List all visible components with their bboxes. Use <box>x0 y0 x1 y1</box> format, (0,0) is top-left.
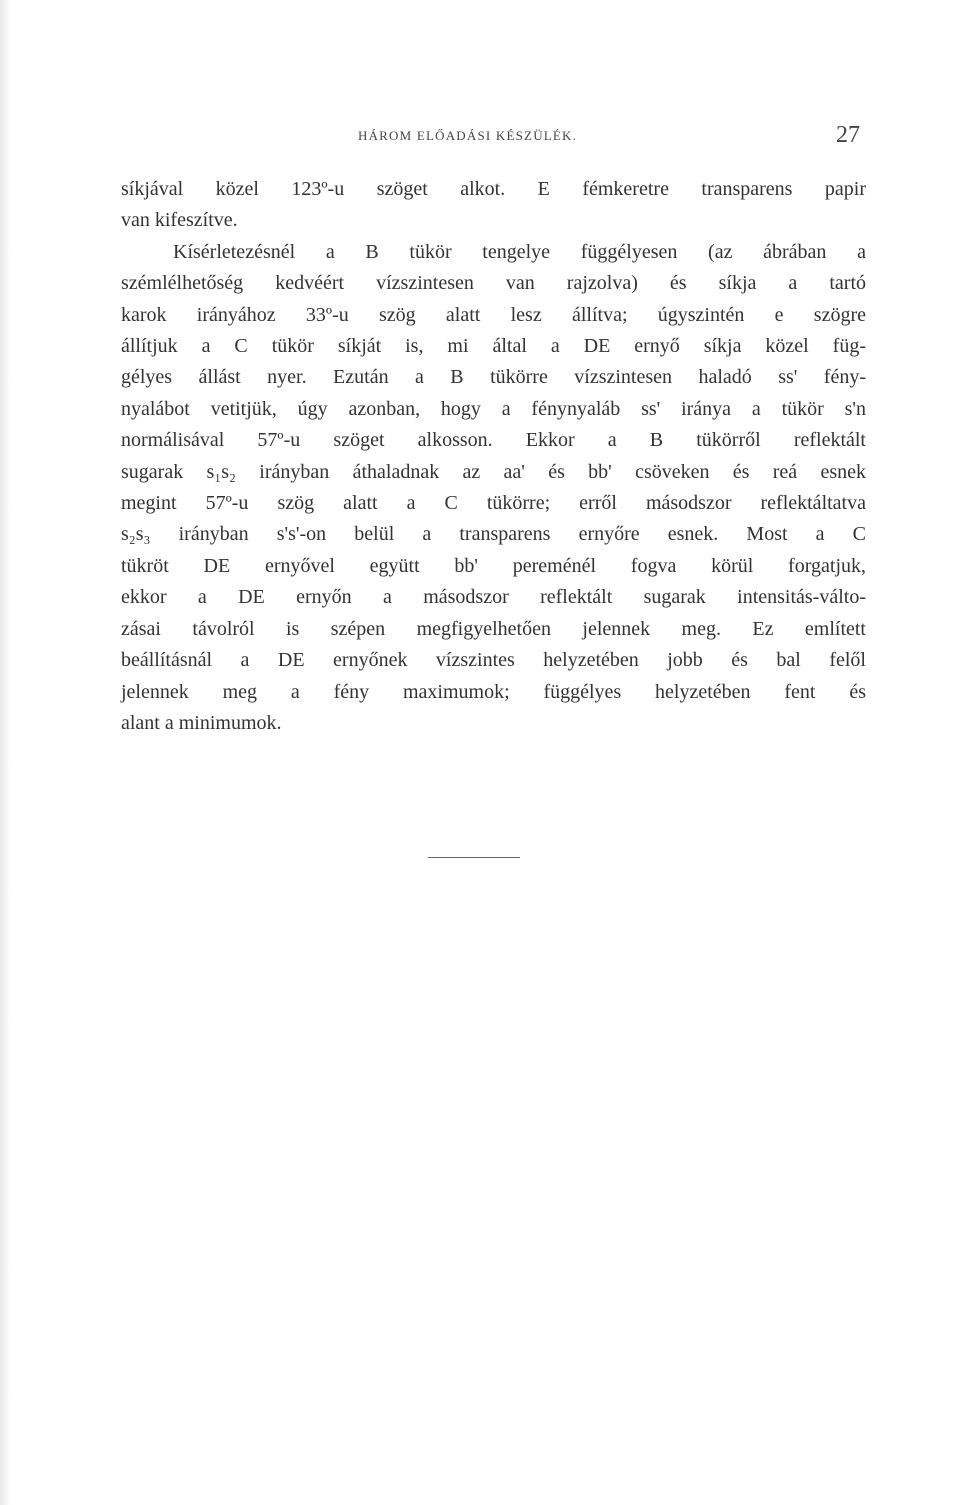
text-line: normálisával 57º-u szöget alkosson. Ekkor a B tükörről reflektált <box>121 429 866 452</box>
text-line: Kísérletezésnél a B tükör tengelye függélyesen (az ábrában a <box>173 240 866 263</box>
text-line: tükröt DE ernyővel együtt bb' pereménél fogva körül forgatjuk, <box>121 554 866 577</box>
text-line: gélyes állást nyer. Ezután a B tükörre vízszintesen haladó ss' fény- <box>121 366 866 389</box>
section-divider <box>428 857 520 858</box>
text-line: sugarak s₁s₂ irányban áthaladnak az aa' és bb' csöveken és reá esnek <box>121 460 866 483</box>
header-title: HÁROM ELŐADÁSI KÉSZÜLÉK. <box>358 128 578 143</box>
running-head <box>140 124 860 152</box>
text-line: zásai távolról is szépen megfigyelhetően jelennek meg. Ez említett <box>121 617 866 640</box>
text-line: megint 57º-u szög alatt a C tükörre; erről másodszor reflektáltatva <box>121 492 866 515</box>
text-line: szémlélhetőség kedvéért vízszintesen van rajzolva) és síkja a tartó <box>121 272 866 295</box>
text-line: alant a minimumok. <box>121 711 282 734</box>
text-line: ekkor a DE ernyőn a másodszor reflektált sugarak intensitás-válto- <box>121 586 866 609</box>
page-number: 27 <box>836 122 860 148</box>
text-line: van kifeszítve. <box>121 209 238 232</box>
text-line: állítjuk a C tükör síkját is, mi által a DE ernyő síkja közel füg- <box>121 335 866 358</box>
page-edge-shadow <box>0 0 10 1505</box>
body-paragraphs <box>121 174 866 739</box>
text-line: beállításnál a DE ernyőnek vízszintes helyzetében jobb és bal felől <box>121 649 866 672</box>
text-line: karok irányához 33º-u szög alatt lesz állítva; úgyszintén e szögre <box>121 303 866 326</box>
text-line: síkjával közel 123º-u szöget alkot. E fémkeretre transparens papir <box>121 178 866 200</box>
text-line: jelennek meg a fény maximumok; függélyes helyzetében fent és <box>121 680 866 703</box>
text-line: nyalábot vetitjük, úgy azonban, hogy a fénynyaláb ss' iránya a tükör s'n <box>121 397 866 420</box>
text-line: s₂s₃ irányban s's'-on belül a transparens ernyőre esnek. Most a C <box>121 523 866 546</box>
